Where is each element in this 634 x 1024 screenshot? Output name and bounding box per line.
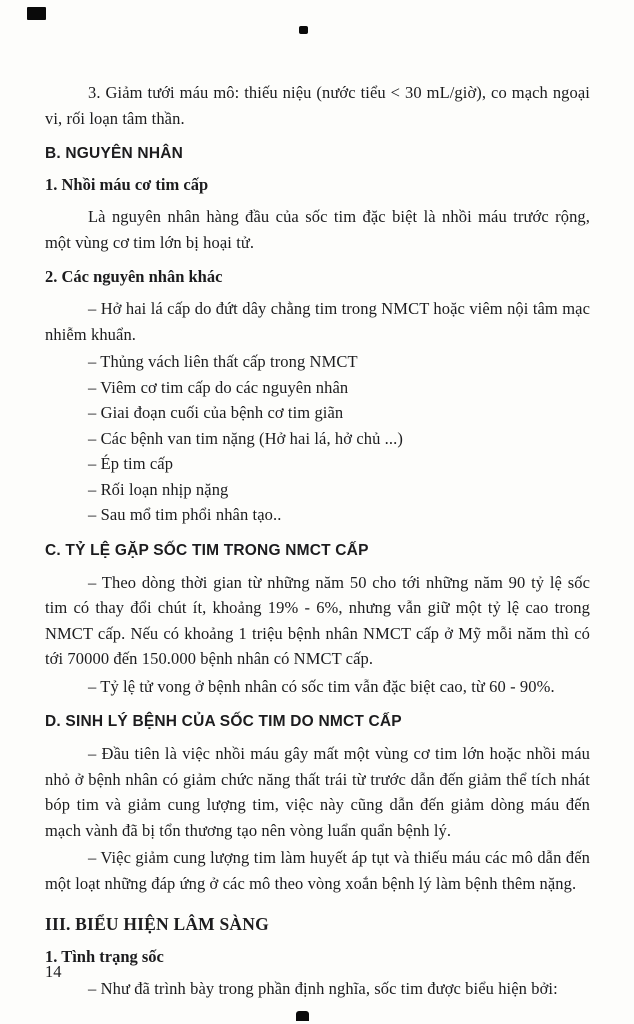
list-item-ep-tim-cap: – Ép tim cấp (88, 454, 174, 473)
page-number: 14 (45, 962, 62, 981)
paragraph-perfusion-signs: 3. Giảm tưới máu mô: thiếu niệu (nước tiểu < 30 mL/giờ), co mạch ngoại vi, rối loạn tâm thần. (45, 83, 590, 128)
paragraph-c1: – Theo dòng thời gian từ những năm 50 cho tới những năm 90 tỷ lệ sốc tim có thay đổi chút ít, khoảng 19% - 6%, nhưng vẫn giữ một tỷ lệ cao trong NMCT cấp. Nếu có khoảng 1 triệu bệnh nhân NMCT cấp ở Mỹ mỗi năm thì có tới 70000 đến 150.000 bệnh nhân có NMCT cấp. (45, 572, 590, 668)
list-item-giai-doan-cuoi: – Giai đoạn cuối của bệnh cơ tim giãn (88, 403, 344, 422)
heading-b2-cac-nguyen-nhan-khac: 2. Các nguyên nhân khác (45, 267, 223, 286)
list-item-benh-van-tim: – Các bệnh van tim nặng (Hở hai lá, hở chủ ...) (88, 428, 403, 448)
list-item-thung-vach: – Thủng vách liên thất cấp trong NMCT (88, 352, 358, 371)
paragraph-b1: Là nguyên nhân hàng đầu của sốc tim đặc biệt là nhồi máu trước rộng, một vùng cơ tim lớn bị hoại tử. (45, 207, 590, 252)
heading-c-ty-le-gap-soc-tim: C. TỶ LỆ GẶP SỐC TIM TRONG NMCT CẤP (45, 541, 369, 559)
paragraph-d1: – Đầu tiên là việc nhồi máu gây mất một vùng cơ tim lớn hoặc nhồi máu nhỏ ở bệnh nhân có giảm chức năng thất trái từ trước dẫn đến giảm thể tích nhát bóp tim và giảm cung lượng tim, việc này cũng dẫn đến giảm dòng máu đến mạch vành đã bị tổn thương tạo nên vòng luẩn quẩn bệnh lý. (45, 744, 590, 840)
scan-artifact-top-center (299, 26, 308, 34)
scan-artifact-bottom-center (296, 1011, 309, 1021)
heading-d-sinh-ly-benh: D. SINH LÝ BỆNH CỦA SỐC TIM DO NMCT CẤP (45, 713, 402, 730)
paragraph-d2: – Việc giảm cung lượng tim làm huyết áp tụt và thiếu máu các mô dẫn đến một loạt những đáp ứng ở các mô theo vòng xoắn bệnh lý làm bệnh thêm nặng. (45, 848, 590, 893)
list-item-roi-loan-nhip: – Rối loạn nhịp nặng (88, 479, 229, 499)
paragraph-c2: – Tỷ lệ tử vong ở bệnh nhân có sốc tim vẫn đặc biệt cao, từ 60 - 90%. (88, 676, 555, 696)
list-item-sau-mo-tim-phoi: – Sau mổ tim phổi nhân tạo.. (88, 505, 282, 524)
scan-artifact-top-left (27, 7, 46, 20)
heading-b-nguyen-nhan: B. NGUYÊN NHÂN (45, 145, 184, 162)
heading-iii-1-tinh-trang-soc: 1. Tình trạng sốc (45, 947, 164, 966)
heading-iii-bieu-hien-lam-sang: III. BIỂU HIỆN LÂM SÀNG (45, 914, 269, 934)
paragraph-b2-intro: – Hở hai lá cấp do đứt dây chằng tim trong NMCT hoặc viêm nội tâm mạc nhiễm khuẩn. (45, 299, 590, 344)
list-item-viem-co-tim: – Viêm cơ tim cấp do các nguyên nhân (88, 377, 349, 397)
paragraph-iii-1: – Như đã trình bày trong phần định nghĩa, sốc tim được biểu hiện bởi: (88, 979, 558, 998)
heading-b1-nhoi-mau-co-tim-cap: 1. Nhồi máu cơ tim cấp (45, 175, 209, 194)
